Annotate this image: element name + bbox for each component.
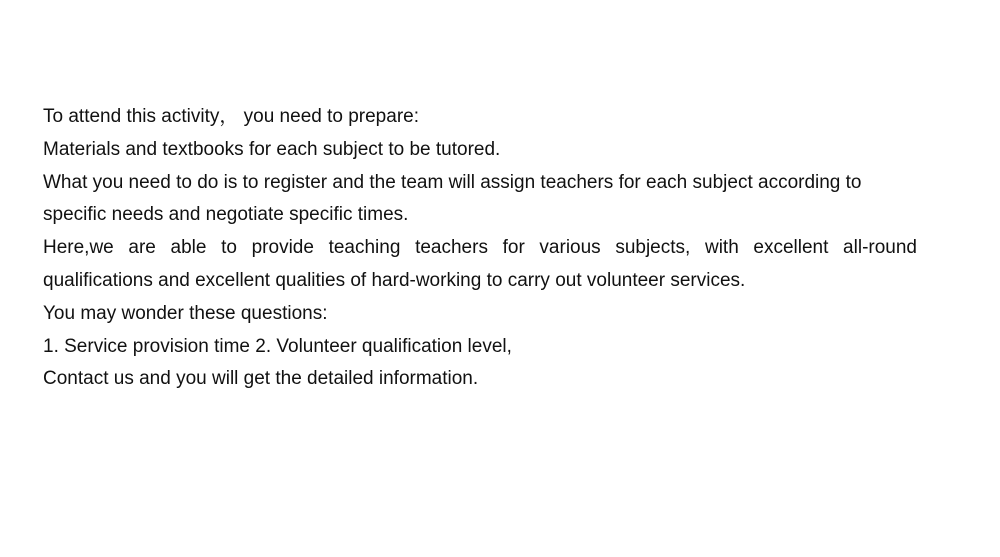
- document-body: [43, 101, 917, 396]
- paragraph-prepare: To attend this activity， you need to prepare:: [43, 106, 419, 127]
- paragraph-contact: Contact us and you will get the detailed information.: [43, 368, 479, 390]
- paragraph-materials: Materials and textbooks for each subject to be tutored.: [43, 138, 501, 160]
- paragraph-provide-teachers: Here,we are able to provide teaching teachers for various subjects, with excellent all-round qualifications and excellent qualities of hard-working to carry out volunteer services.: [43, 237, 917, 291]
- paragraph-register: What you need to do is to register and the team will assign teachers for each subject according to specific needs and negotiate specific times.: [43, 171, 862, 226]
- paragraph-questions-list: 1. Service provision time 2. Volunteer qualification level,: [43, 335, 512, 357]
- paragraph-questions-intro: You may wonder these questions:: [43, 302, 328, 324]
